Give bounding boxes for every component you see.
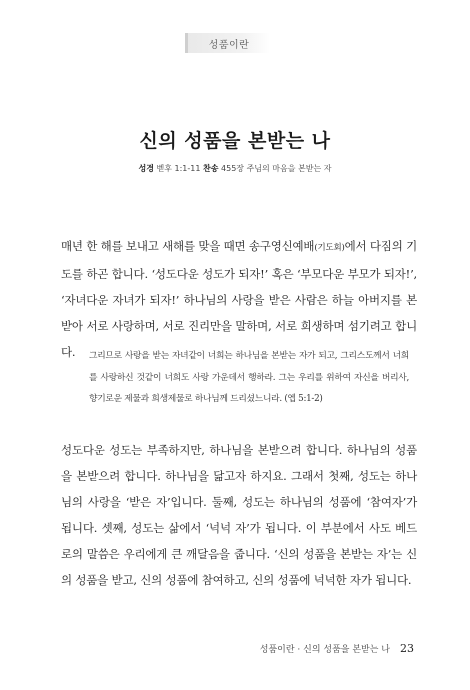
section-tab-label: 성품이란: [208, 39, 250, 51]
running-title: 성품이란 · 신의 성품을 본받는 나: [259, 645, 390, 655]
scripture-reference: 벧후 1:1-11: [156, 164, 201, 173]
scripture-label: 성경: [138, 164, 154, 173]
scripture-quote: 그리므로 사랑을 받는 자녀같이 너희는 하나님을 본받는 자가 되고, 그리스도께서 너희를 사랑하신 것같이 너희도 사랑 가운데서 행하라. 그는 우리를 위하여 자신을 버리사, 향기로운 제물과 희생제물로 하나님께 드리셨느니라. (엡 5:1-2): [89, 351, 409, 404]
page-title: 신의 성품을 본받는 나: [139, 130, 331, 152]
hymn-label: 찬송: [203, 164, 219, 173]
paragraph-1-text-a: 매년 한 해를 보내고 새해를 맞을 때면 송구영신예배: [61, 239, 315, 253]
page-footer: [260, 642, 414, 655]
scripture-hymn-line: [0, 163, 470, 174]
paragraph-1-text-b: 에서 다짐의 기도를 하곤 합니다. ‘성도다운 성도가 되자!’ 혹은 ‘부모다운 부모가 되자!’, ‘자녀다운 자녀가 되자!’ 하나님의 사랑을 받은 사람은 하늘 아버지를 본받아 서로 사랑하며, 서로 진리만을 말하며, 서로 희생하며 섬기려고 합니다.: [61, 239, 417, 359]
page-number: 23: [400, 642, 414, 655]
hymn-reference: 455장 주님의 마음을 본받는 자: [221, 164, 332, 173]
section-tab: [185, 33, 270, 53]
paragraph-1-note: (기도회): [314, 243, 345, 253]
body-paragraph-2: 성도다운 성도는 부족하지만, 하나님을 본받으려 합니다. 하나님의 성품을 본받으려 합니다. 하나님을 닮고자 하지요. 그래서 첫째, 성도는 하나님의 사랑을 ‘받은 자’입니다. 둘째, 성도는 하나님의 성품에 ‘참여자’가 됩니다. 셋째, 성도는 삶에서 ‘넉넉 자’가 됩니다. 이 부분에서 사도 베드로의 말씀은 우리에게 큰 깨달음을 줍니다. ‘신의 성품을 본받는 자’는 신의 성품을 받고, 신의 성품에 참여하고, 신의 성품에 넉넉한 자가 됩니다.: [61, 443, 417, 587]
